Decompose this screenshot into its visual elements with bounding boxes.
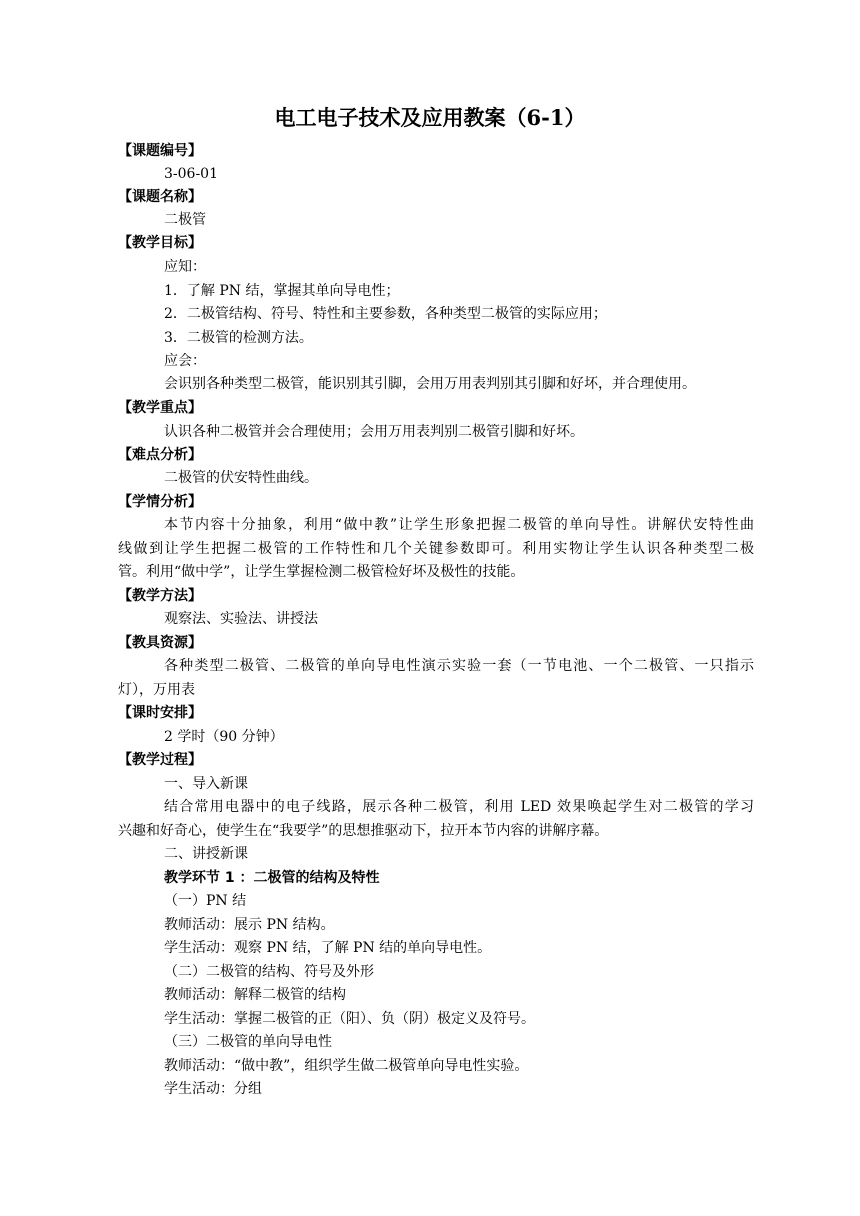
heading-teaching-goals: 【教学目标】	[118, 235, 202, 251]
document-title: 电工电子技术及应用教案（6-1）	[274, 105, 586, 130]
learner-analysis-line: 管。利用“做中学”，让学生掌握检测二极管检好坏及极性的技能。	[118, 564, 525, 580]
process-line: （一）PN 结	[164, 893, 247, 909]
heading-class-hours: 【课时安排】	[118, 705, 202, 721]
goal-line: 应知：	[164, 259, 206, 275]
process-line: 学生活动：观察 PN 结，了解 PN 结的单向导电性。	[164, 940, 492, 956]
goal-line: 会识别各种类型二极管，能识别其引脚，会用万用表判别其引脚和好坏，并合理使用。	[164, 376, 696, 392]
process-line: 教师活动：展示 PN 结构。	[164, 917, 335, 933]
heading-learner-analysis: 【学情分析】	[118, 494, 202, 510]
intro-line: 兴趣和好奇心，使学生在“我要学”的思想推驱动下，拉开本节内容的讲解序幕。	[118, 823, 609, 839]
class-hours: 2 学时（90 分钟）	[164, 729, 284, 745]
goal-line: 1．了解 PN 结，掌握其单向导电性；	[164, 283, 400, 299]
difficulty: 二极管的伏安特性曲线。	[164, 470, 318, 486]
process-line: 学生活动：分组	[164, 1081, 262, 1097]
learner-analysis-line: 本节内容十分抽象，利用“做中教”让学生形象把握二极管的单向导性。讲解伏安特性曲	[164, 517, 754, 533]
resources-line: 各种类型二极管、二极管的单向导电性演示实验一套（一节电池、一个二极管、一只指示	[164, 658, 754, 674]
process-line: （二）二极管的结构、符号及外形	[164, 964, 374, 980]
process-line: 教师活动：“做中教”，组织学生做二极管单向导电性实验。	[164, 1058, 529, 1074]
heading-teaching-methods: 【教学方法】	[118, 588, 202, 604]
process-line: 学生活动：掌握二极管的正（阳）、负（阴）极定义及符号。	[164, 1011, 535, 1027]
heading-teaching-resources: 【教具资源】	[118, 635, 202, 651]
heading-difficulty: 【难点分析】	[118, 447, 202, 463]
heading-teaching-process: 【教学过程】	[118, 752, 202, 768]
process-line: 教师活动：解释二极管的结构	[164, 987, 346, 1003]
key-points: 认识各种二极管并会合理使用；会用万用表判别二极管引脚和好坏。	[164, 424, 584, 440]
heading-topic-code: 【课题编号】	[118, 143, 202, 159]
teaching-methods: 观察法、实验法、讲授法	[164, 611, 318, 627]
goal-line: 3．二极管的检测方法。	[164, 330, 313, 346]
intro-heading: 一、导入新课	[164, 776, 248, 792]
resources-line: 灯），万用表	[118, 682, 195, 698]
new-lesson-heading: 二、讲授新课	[164, 846, 248, 862]
goal-line: 2．二极管结构、符号、特性和主要参数，各种类型二极管的实际应用；	[164, 306, 607, 322]
topic-name: 二极管	[164, 212, 206, 228]
heading-key-points: 【教学重点】	[118, 400, 202, 416]
goal-line: 应会：	[164, 353, 206, 369]
intro-line: 结合常用电器中的电子线路，展示各种二极管，利用 LED 效果唤起学生对二极管的学习	[164, 799, 754, 815]
heading-topic-name: 【课题名称】	[118, 189, 202, 205]
topic-code: 3-06-01	[164, 166, 218, 182]
process-line: （三）二极管的单向导电性	[164, 1034, 332, 1050]
learner-analysis-line: 线做到让学生把握二极管的工作特性和几个关键参数即可。利用实物让学生认识各种类型二极	[118, 541, 754, 557]
teaching-step-1: 教学环节 1 ：二极管的结构及特性	[164, 870, 380, 886]
